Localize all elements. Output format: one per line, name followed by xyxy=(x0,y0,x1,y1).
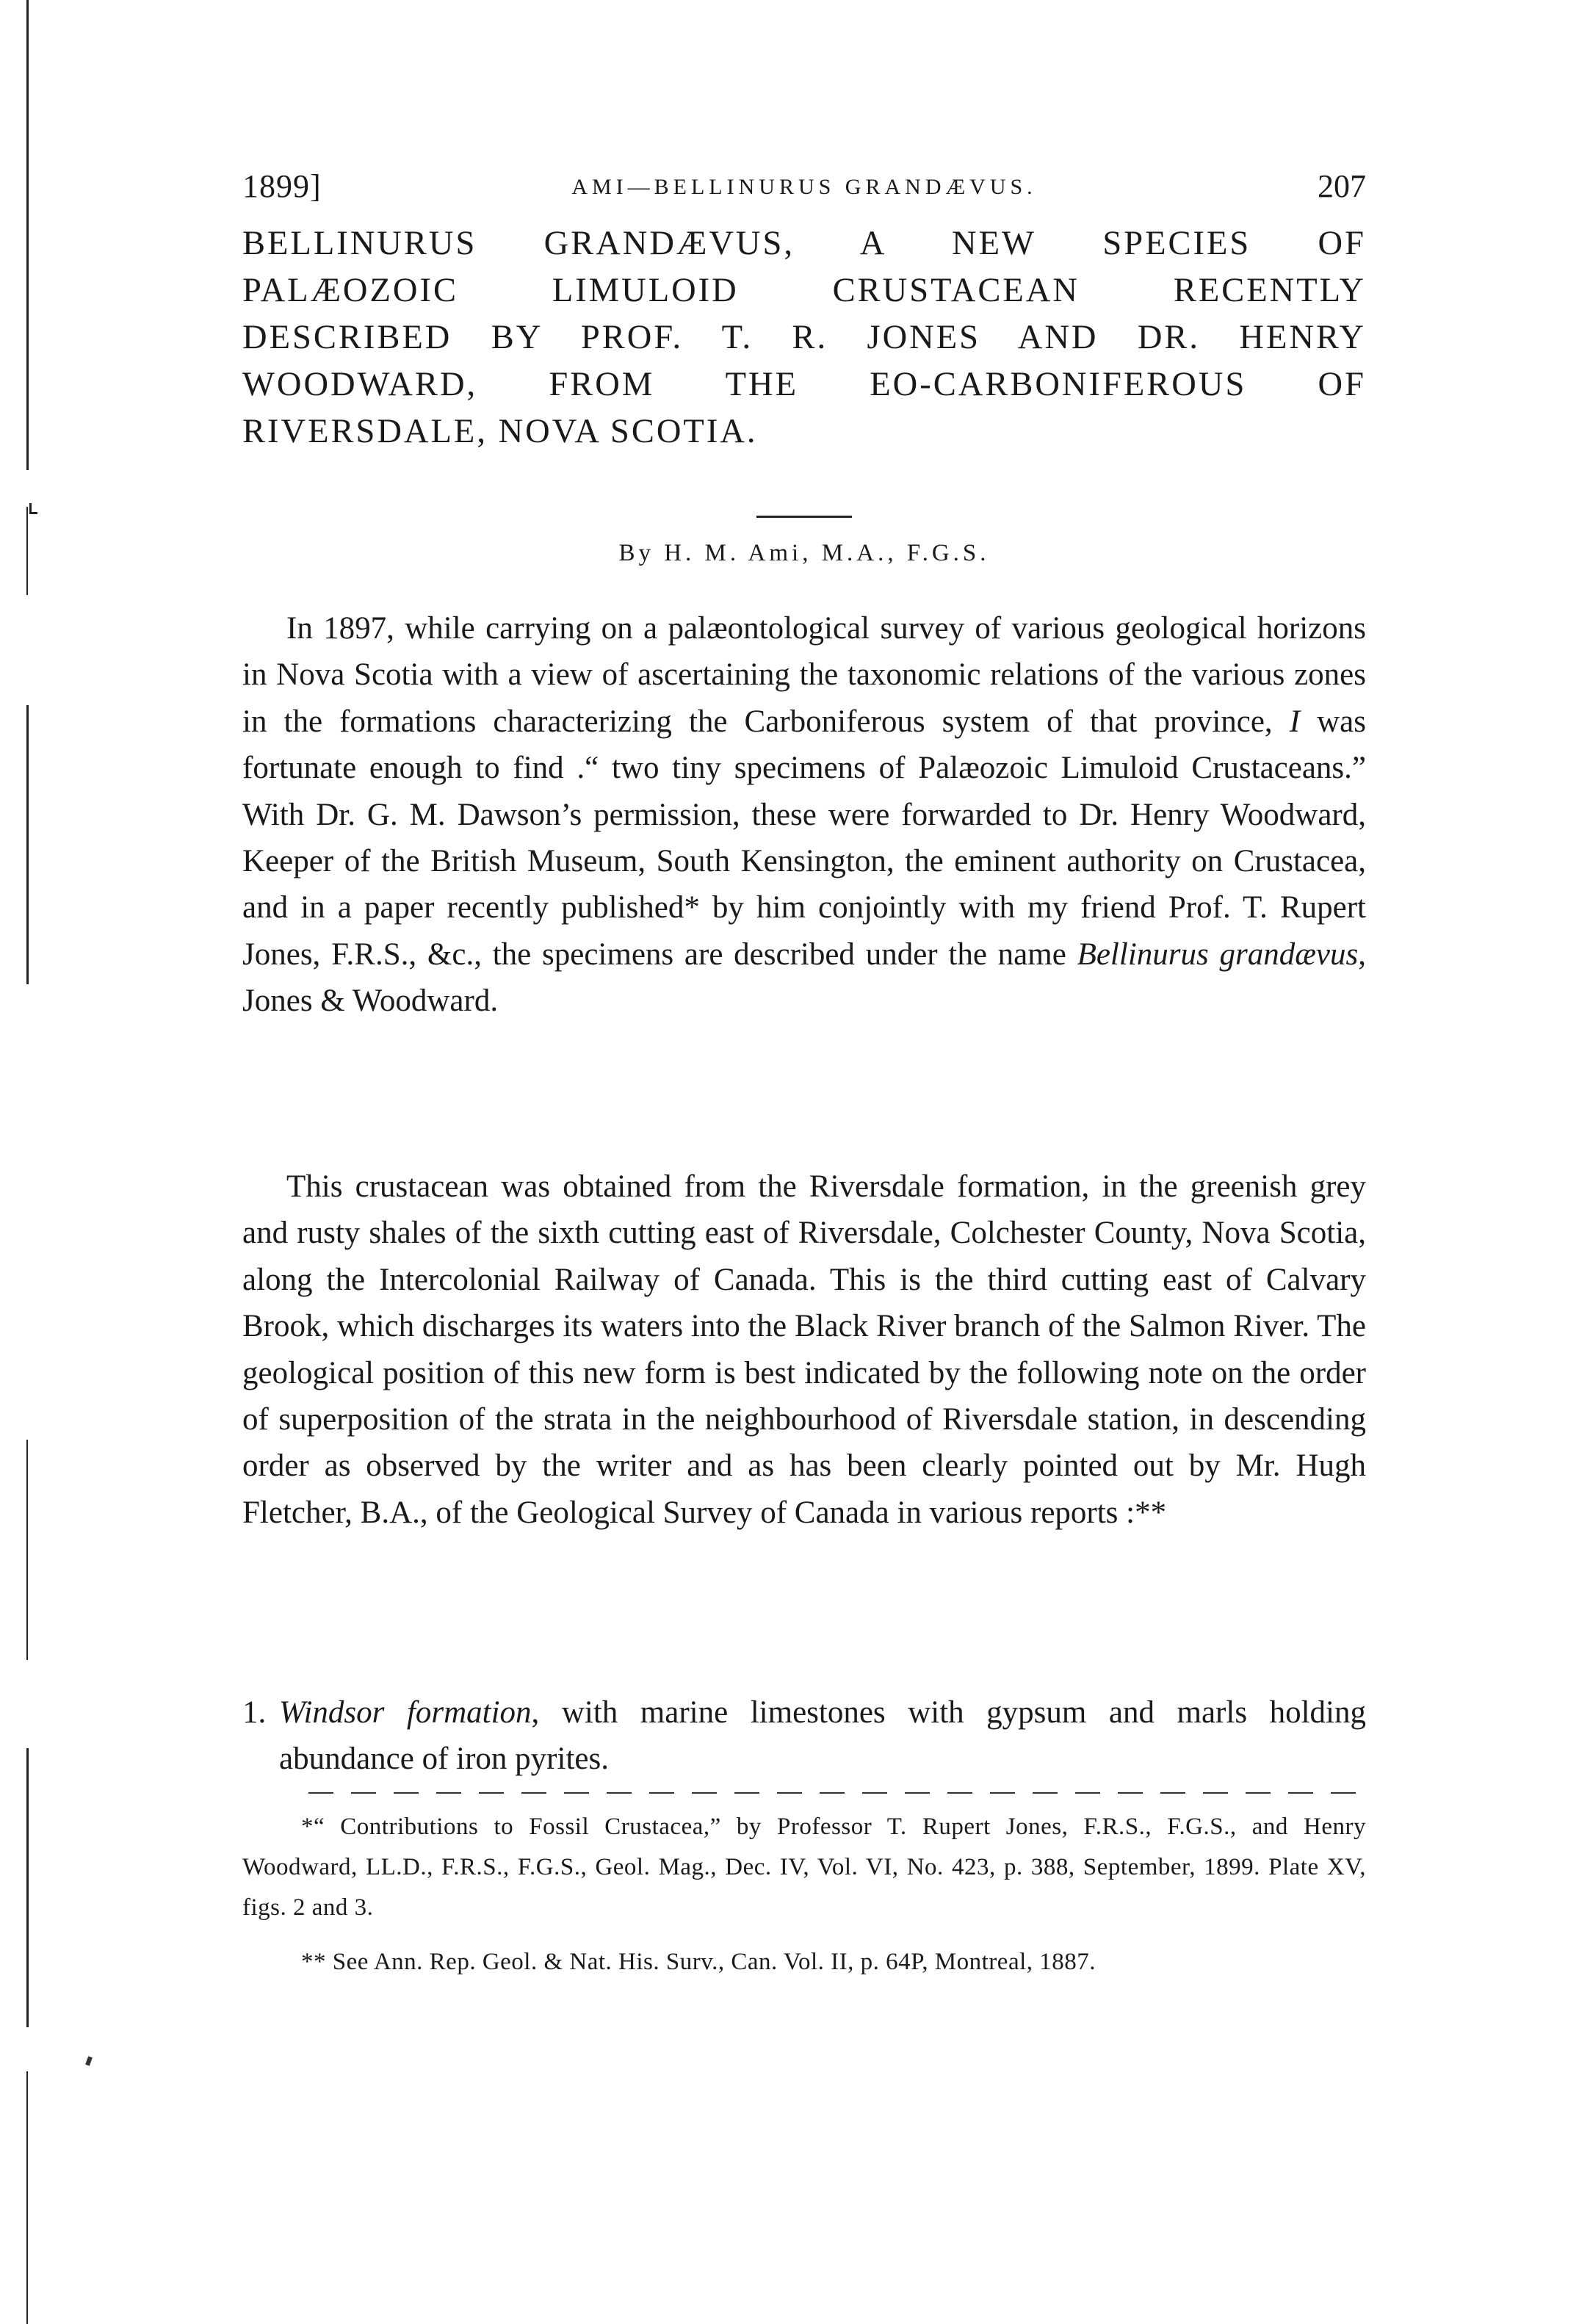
paragraph-2 xyxy=(242,1163,1366,1536)
paragraph-text xyxy=(242,605,1366,1025)
footnote-text: ** See Ann. Rep. Geol. & Nat. His. Surv., Can. Vol. II, p. 64P, Montreal, 1887. xyxy=(301,1949,1096,1975)
list-item-description: , with marine limestones with gypsum and marls holding abundance of iron pyrites. xyxy=(279,1695,1366,1777)
paragraph-1 xyxy=(242,605,1366,1025)
title-line: BELLINURUS GRANDÆVUS, A NEW SPECIES OF xyxy=(242,225,1366,262)
scan-edge-line xyxy=(26,2071,28,2324)
list-number: 1. xyxy=(242,1695,267,1730)
scan-edge-line xyxy=(26,705,29,984)
scan-edge-line xyxy=(26,1748,29,2027)
paragraph-span: was fortunate enough to find .“ two tiny specimens of Palæozoic Limuloid Crustaceans.” With Dr. G. M. Dawson’s permission, these were forwarded to Dr. Henry Woodward, Keeper of the British Museum, South Kensington, the eminent authority on Crustacea, and in a paper recently published* by him conjointly with my friend Prof. T. Rupert Jones, F.R.S., &c., the specimens are described under the name xyxy=(242,704,1367,972)
header-running-title: AMI—BELLINURUS GRANDÆVUS. xyxy=(571,175,1037,199)
scan-edge-line xyxy=(26,1440,28,1660)
article-title xyxy=(242,220,1366,455)
running-header xyxy=(242,167,1366,219)
paragraph-text: This crustacean was obtained from the Riversdale formation, in the greenish grey and rusty shales of the sixth cutting east of Riversdale, Colchester County, Nova Scotia, along the Intercolonial Railway of Canada. This is the third cutting east of Calvary Brook, which discharges its waters into the Black River branch of the Salmon River. The geological position of this new form is best indicated by the following note on the order of superposition of the strata in the neighbourhood of Riversdale station, in descending order as observed by the writer and as has been clearly pointed out by Mr. Hugh Fletcher, B.A., of the Geological Survey of Canada in various reports :** xyxy=(242,1169,1366,1530)
scan-stray-mark xyxy=(85,2056,93,2065)
italic-pronoun: I xyxy=(1289,704,1301,739)
paragraph-span: In 1897, while carrying on a palæontological survey of various geological horizons in Nova Scotia with a view of ascertaining the taxonomic relations of the various zones in the formations characterizing the Carboniferous system of that province, xyxy=(242,611,1366,739)
title-line: RIVERSDALE, NOVA SCOTIA. xyxy=(242,413,758,450)
scan-edge-mark xyxy=(29,503,37,514)
formation-name: Windsor formation xyxy=(279,1695,532,1730)
title-line: WOODWARD, FROM THE EO-CARBONIFEROUS OF xyxy=(242,366,1366,403)
footnote-2 xyxy=(242,1942,1366,1982)
header-year: 1899] xyxy=(242,168,322,204)
paragraph-span: , Jones & Woodward. xyxy=(242,937,1366,1019)
scan-edge-line xyxy=(26,0,29,470)
author-byline: By H. M. Ami, M.A., F.G.S. xyxy=(618,540,990,566)
footnote-text: *“ Contributions to Fossil Crustacea,” by Professor T. Rupert Jones, F.R.S., F.G.S., and Henry Woodward, LL.D., F.R.S., F.G.S., Geol. Mag., Dec. IV, Vol. VI, No. 423, p. 388, September, 1899. Plate XV, figs. 2 and 3. xyxy=(242,1814,1366,1921)
list-item-text xyxy=(242,1689,1366,1783)
page-number: 207 xyxy=(1318,168,1366,204)
title-line: DESCRIBED BY PROF. T. R. JONES AND DR. HENRY xyxy=(242,319,1366,356)
footnote-rule xyxy=(308,1792,1366,1794)
species-name: Bellinurus grandævus xyxy=(1077,937,1359,972)
title-divider xyxy=(756,516,852,518)
footnote-1 xyxy=(242,1807,1366,1928)
title-line: PALÆOZOIC LIMULOID CRUSTACEAN RECENTLY xyxy=(242,272,1366,309)
formation-list-item xyxy=(242,1689,1366,1783)
scan-edge-line xyxy=(26,507,28,595)
